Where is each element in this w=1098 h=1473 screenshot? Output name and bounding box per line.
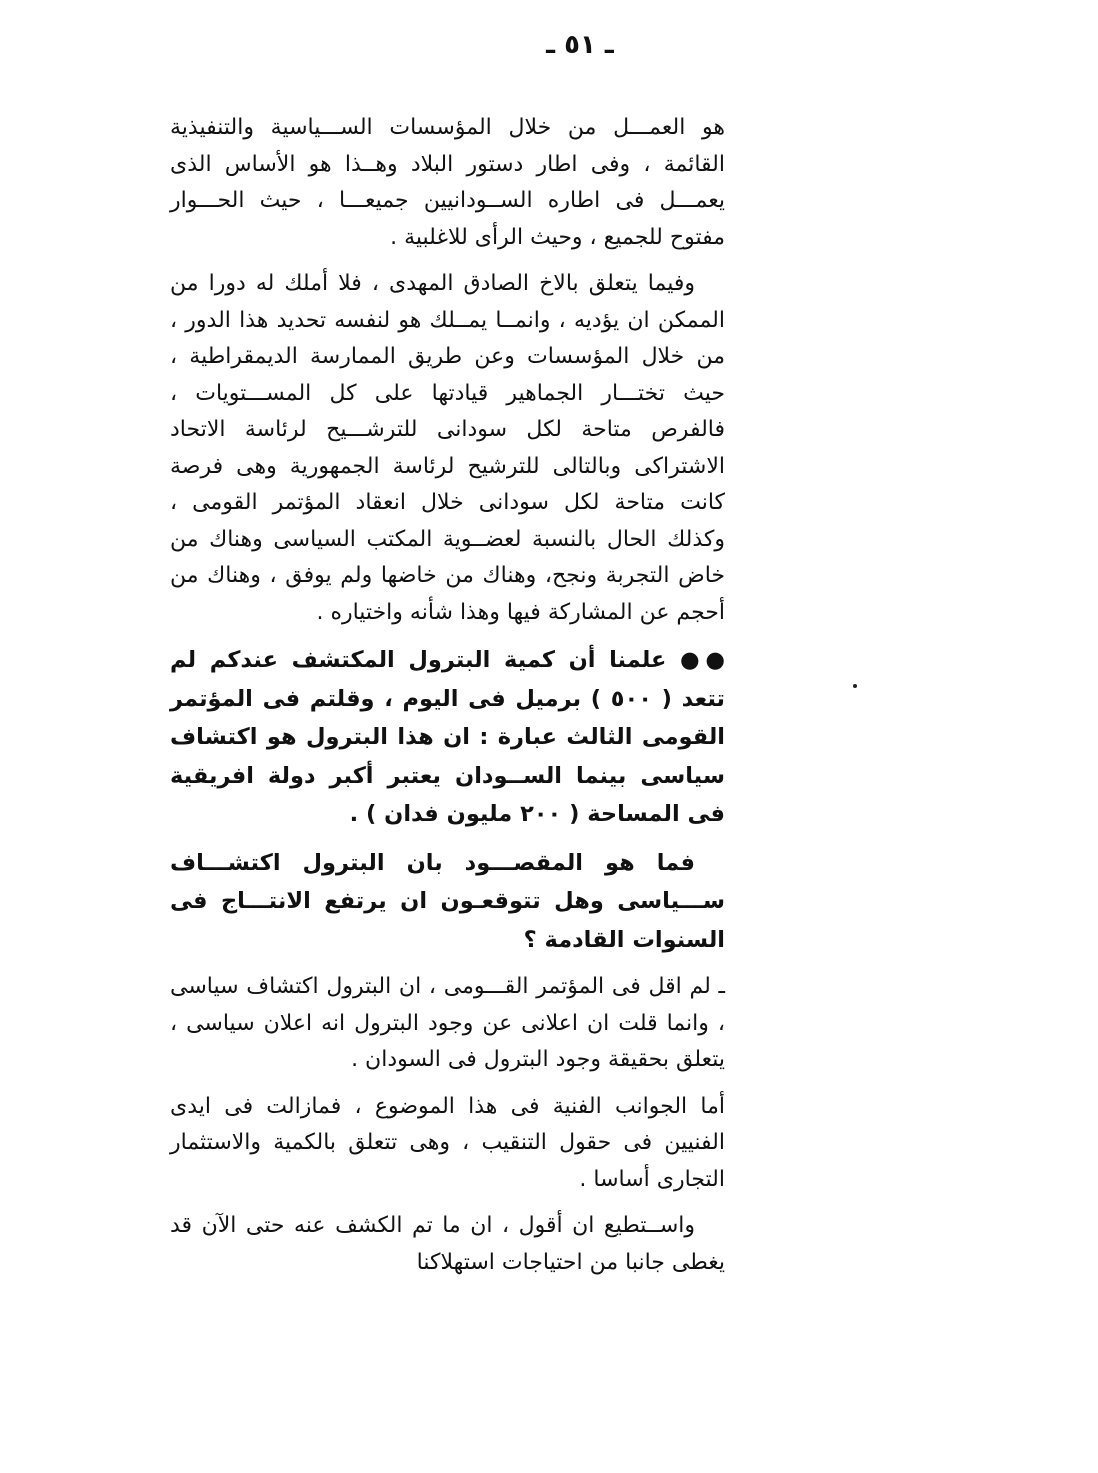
scan-speck (853, 684, 857, 688)
paragraph-answer-consumption: واســتطيع ان أقول ، ان ما تم الكشف عنه حتى الآن قد يغطى جانبا من احتياجات استهلاكنا (170, 1213, 725, 1275)
paragraph-answer-political-announcement: ـ لم اقل فى المؤتمر القـــومى ، ان البترول اكتشاف سياسى ، وانما قلت ان اعلانى عن وجود البترول انه اعلان سياسى ، يتعلق بحقيقة وجود البترول فى السودان . (170, 974, 725, 1072)
paragraph-question-oil-quantity: ●● علمنا أن كمية البترول المكتشف عندكم لم تتعد ( ٥٠٠ ) برميل فى اليوم ، وقلتم فى المؤتمر القومى الثالث عبارة : ان هذا البترول هو اكتشاف سياسى بينما الســودان يعتبر أكبر دولة افريقية فى المساحة ( ٢٠٠ مليون فدان ) . (170, 647, 725, 827)
paragraph-answer-institutions: هو العمـــل من خلال المؤسسات الســـياسية والتنفيذية القائمة ، وفى اطار دستور البلاد وهــذا هو الأساس الذى يعمـــل فى اطاره الســودانيين جميعـــا ، حيث الحـــوار مفتوح للجميع ، وحيث الرأى للاغلبية . (170, 115, 725, 250)
article-body (170, 110, 725, 1291)
paragraph-question-political-discovery: فما هو المقصـــود بان البترول اكتشـــاف ســـياسى وهل تتوقعـون ان يرتفع الانتـــاج فى السنوات القادمة ؟ (170, 849, 725, 953)
paragraph-answer-technical-aspects: أما الجوانب الفنية فى هذا الموضوع ، فمازالت فى ايدى الفنيين فى حقول التنقيب ، وهى تتعلق بالكمية والاستثمار التجارى أساسا . (170, 1093, 725, 1192)
page-number: ـ ٥١ ـ (546, 30, 614, 60)
paragraph-answer-sadiq-mahdi: وفيما يتعلق بالاخ الصادق المهدى ، فلا أملك له دورا من الممكن ان يؤديه ، وانمــا يمــلك هو لنفسه تحديد هذا الدور ، من خلال المؤسسات وعن طريق الممارسة الديمقراطية ، حيث تختـــار الجماهير قيادتها على كل المســـتويات ، فالفرص متاحة لكل سودانى للترشـــيح لرئاسة الاتحاد الاشتراكى وبالتالى للترشيح لرئاسة الجمهورية وهى فرصة كانت متاحة لكل سودانى خلال انعقاد المؤتمر القومى ، وكذلك الحال بالنسبة لعضــوية المكتب السياسى وهناك من خاض التجربة ونجح، وهناك من خاضها ولم يوفق ، وهناك من أحجم عن المشاركة فيها وهذا شأنه واختياره . (170, 271, 725, 625)
